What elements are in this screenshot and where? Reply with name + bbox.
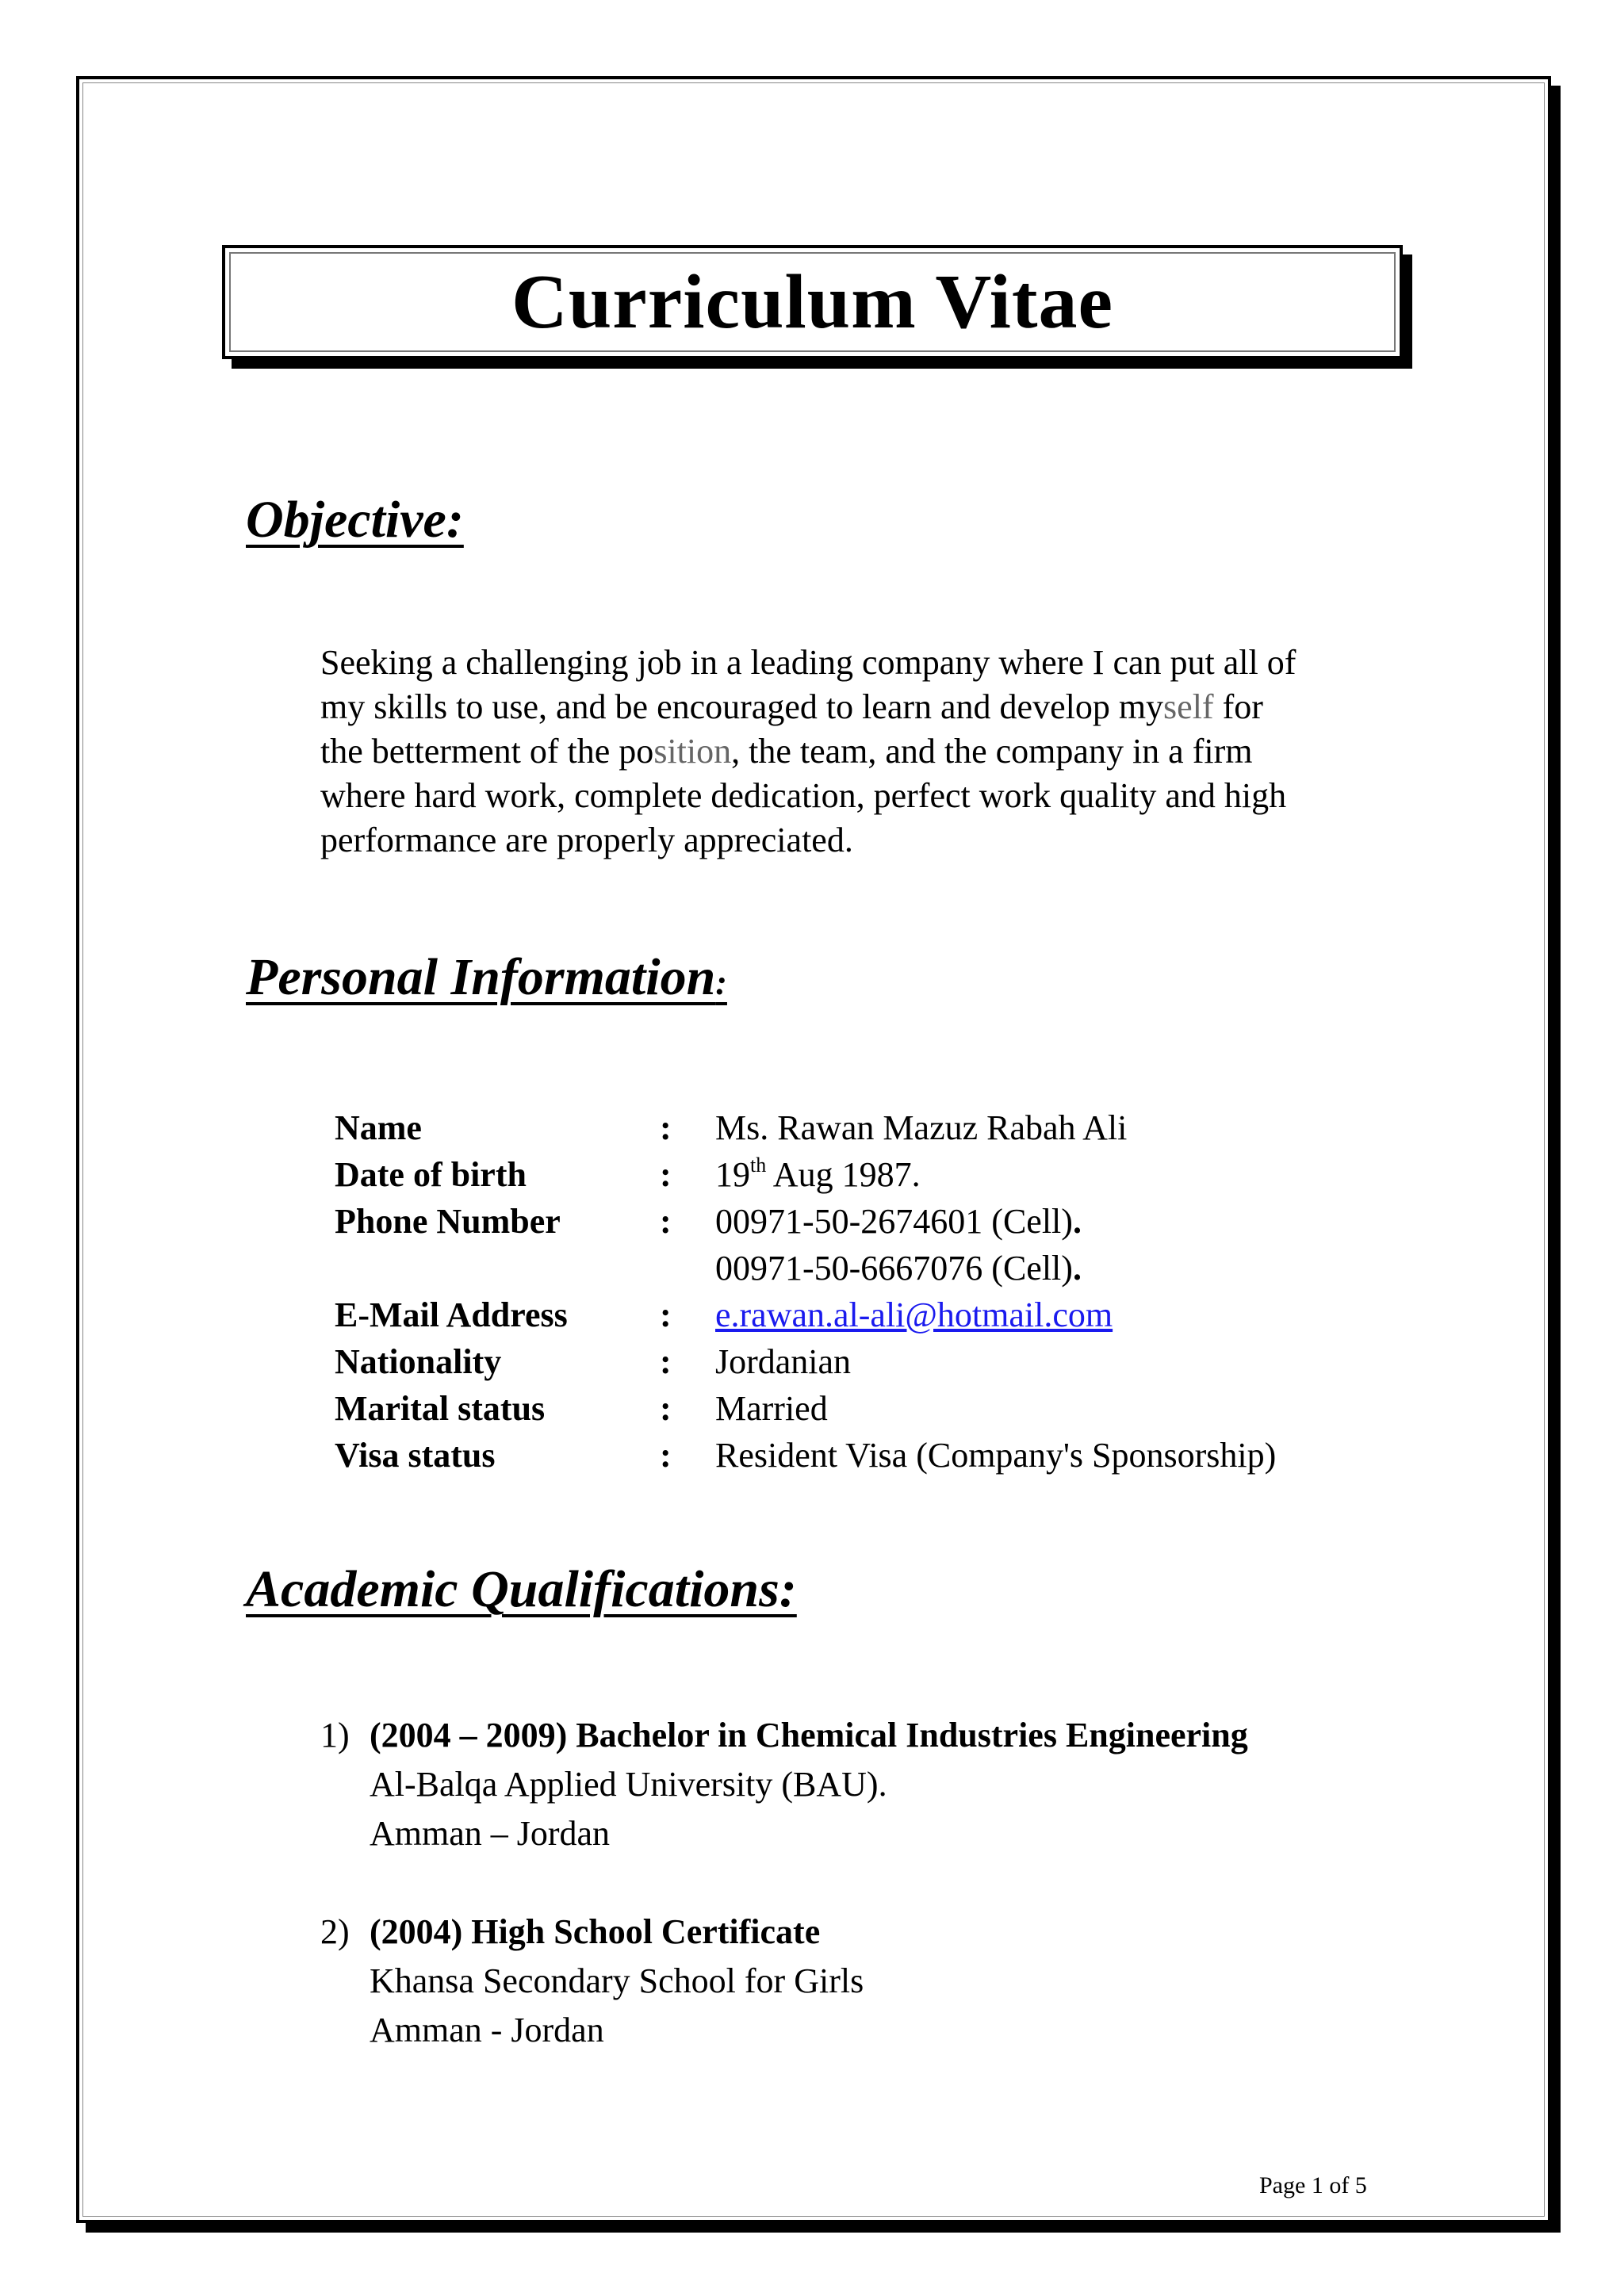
info-row-marital xyxy=(335,1385,1445,1432)
separator-colon: : xyxy=(660,1295,672,1334)
info-row-nationality xyxy=(335,1338,1445,1385)
separator-colon: : xyxy=(660,1108,672,1147)
title-box xyxy=(222,245,1403,359)
marital-label: Marital status xyxy=(335,1389,546,1428)
email-link[interactable]: e.rawan.al-ali@hotmail.com xyxy=(715,1295,1113,1334)
dob-label: Date of birth xyxy=(335,1155,527,1194)
dob-suffix: th xyxy=(750,1154,767,1177)
qualification-body xyxy=(370,1711,1248,1858)
qualification-item xyxy=(320,1908,864,2055)
separator-colon: : xyxy=(660,1436,672,1475)
empty-colon xyxy=(656,1245,715,1292)
page-title: Curriculum Vitae xyxy=(511,259,1114,345)
info-row-phone xyxy=(335,1198,1445,1245)
phone-value-2 xyxy=(715,1245,1082,1292)
nationality-label: Nationality xyxy=(335,1342,502,1381)
objective-paragraph xyxy=(320,641,1369,863)
separator-colon: : xyxy=(660,1155,672,1194)
page-number: Page 1 of 5 xyxy=(1259,2172,1367,2198)
email-value xyxy=(715,1292,1113,1338)
personal-info-table xyxy=(335,1104,1445,1479)
objective-line-grey: self xyxy=(1163,687,1214,726)
phone-label: Phone Number xyxy=(335,1202,561,1241)
dob-value xyxy=(715,1151,921,1198)
personal-info-heading-text: Personal Information xyxy=(246,948,716,1006)
dob-day: 19 xyxy=(715,1155,750,1194)
qualification-location: Amman – Jordan xyxy=(370,1814,611,1853)
qualification-row xyxy=(320,1711,1248,1858)
separator-colon: : xyxy=(660,1342,672,1381)
objective-line: performance are properly appreciated. xyxy=(320,821,853,859)
objective-line: , the team, and the company in a firm xyxy=(731,732,1253,771)
phone-number: 00971-50-6667076 (Cell) xyxy=(715,1249,1073,1288)
objective-line: the betterment of the po xyxy=(320,732,654,771)
phone-value-1 xyxy=(715,1198,1082,1245)
qualification-row xyxy=(320,1908,864,2055)
marital-value: Married xyxy=(715,1389,828,1428)
name-label: Name xyxy=(335,1108,422,1147)
info-row-visa xyxy=(335,1432,1445,1479)
visa-value: Resident Visa (Company's Sponsorship) xyxy=(715,1436,1277,1475)
personal-info-heading-colon: : xyxy=(715,963,727,1002)
objective-line: Seeking a challenging job in a leading company where I can put all of xyxy=(320,643,1297,682)
objective-heading: Objective: xyxy=(246,491,464,549)
empty-label xyxy=(335,1245,656,1292)
name-value: Ms. Rawan Mazuz Rabah Ali xyxy=(715,1108,1128,1147)
info-row-name xyxy=(335,1104,1445,1151)
qualification-title: (2004 – 2009) Bachelor in Chemical Industries Engineering xyxy=(370,1716,1248,1755)
qualification-institution: Al-Balqa Applied University (BAU). xyxy=(370,1765,887,1804)
phone-dot: . xyxy=(1072,1249,1082,1288)
separator-colon: : xyxy=(660,1389,672,1428)
nationality-value: Jordanian xyxy=(715,1342,852,1381)
email-label: E-Mail Address xyxy=(335,1295,568,1334)
dob-rest: Aug 1987. xyxy=(766,1155,921,1194)
objective-line: my skills to use, and be encouraged to learn and develop my xyxy=(320,687,1164,726)
separator-colon: : xyxy=(660,1202,672,1241)
qualification-institution: Khansa Secondary School for Girls xyxy=(370,1961,864,2000)
phone-number: 00971-50-2674601 (Cell) xyxy=(715,1202,1073,1241)
visa-label: Visa status xyxy=(335,1436,496,1475)
qualification-body xyxy=(370,1908,864,2055)
qualification-number: 1) xyxy=(320,1716,350,1755)
objective-line: for xyxy=(1213,687,1263,726)
info-row-phone-2 xyxy=(335,1245,1445,1292)
qualification-title: (2004) High School Certificate xyxy=(370,1912,821,1951)
qualification-location: Amman - Jordan xyxy=(370,2011,604,2049)
info-row-dob xyxy=(335,1151,1445,1198)
personal-info-heading xyxy=(246,947,727,1008)
info-row-email xyxy=(335,1292,1445,1338)
phone-dot: . xyxy=(1072,1202,1082,1241)
qualification-item xyxy=(320,1711,1248,1858)
objective-line-grey: sition xyxy=(653,732,732,771)
qualification-number: 2) xyxy=(320,1912,350,1951)
objective-line: where hard work, complete dedication, perfect work quality and high xyxy=(320,776,1287,815)
academic-heading: Academic Qualifications: xyxy=(246,1560,797,1618)
